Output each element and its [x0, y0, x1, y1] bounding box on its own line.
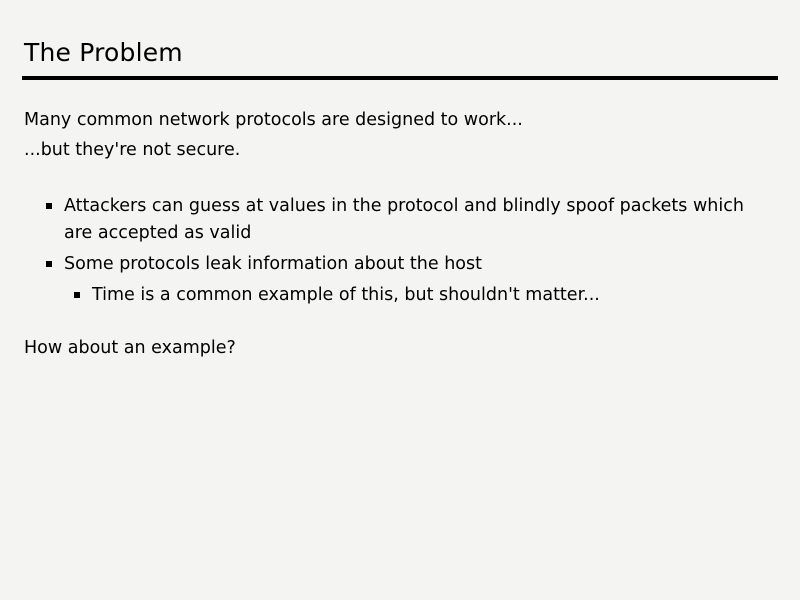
square-bullet-icon [46, 261, 52, 267]
bullet-list [24, 193, 776, 309]
list-item [24, 193, 776, 247]
title-divider [22, 76, 778, 80]
list-item [24, 251, 776, 278]
list-item-label: Attackers can guess at values in the protocol and blindly spoof packets which are accepted as valid [64, 196, 744, 243]
square-bullet-icon [46, 203, 52, 209]
list-item-label: Time is a common example of this, but shouldn't matter... [92, 285, 600, 305]
slide-body [24, 105, 776, 362]
closing-line: How about an example? [24, 338, 236, 358]
square-bullet-icon [74, 292, 80, 298]
list-item-label: Some protocols leak information about the host [64, 254, 482, 274]
lead-line-1: Many common network protocols are designed to work... [24, 110, 523, 130]
list-item-sub [24, 282, 776, 309]
lead-line-2: ...but they're not secure. [24, 140, 241, 160]
page-title: The Problem [24, 38, 183, 67]
